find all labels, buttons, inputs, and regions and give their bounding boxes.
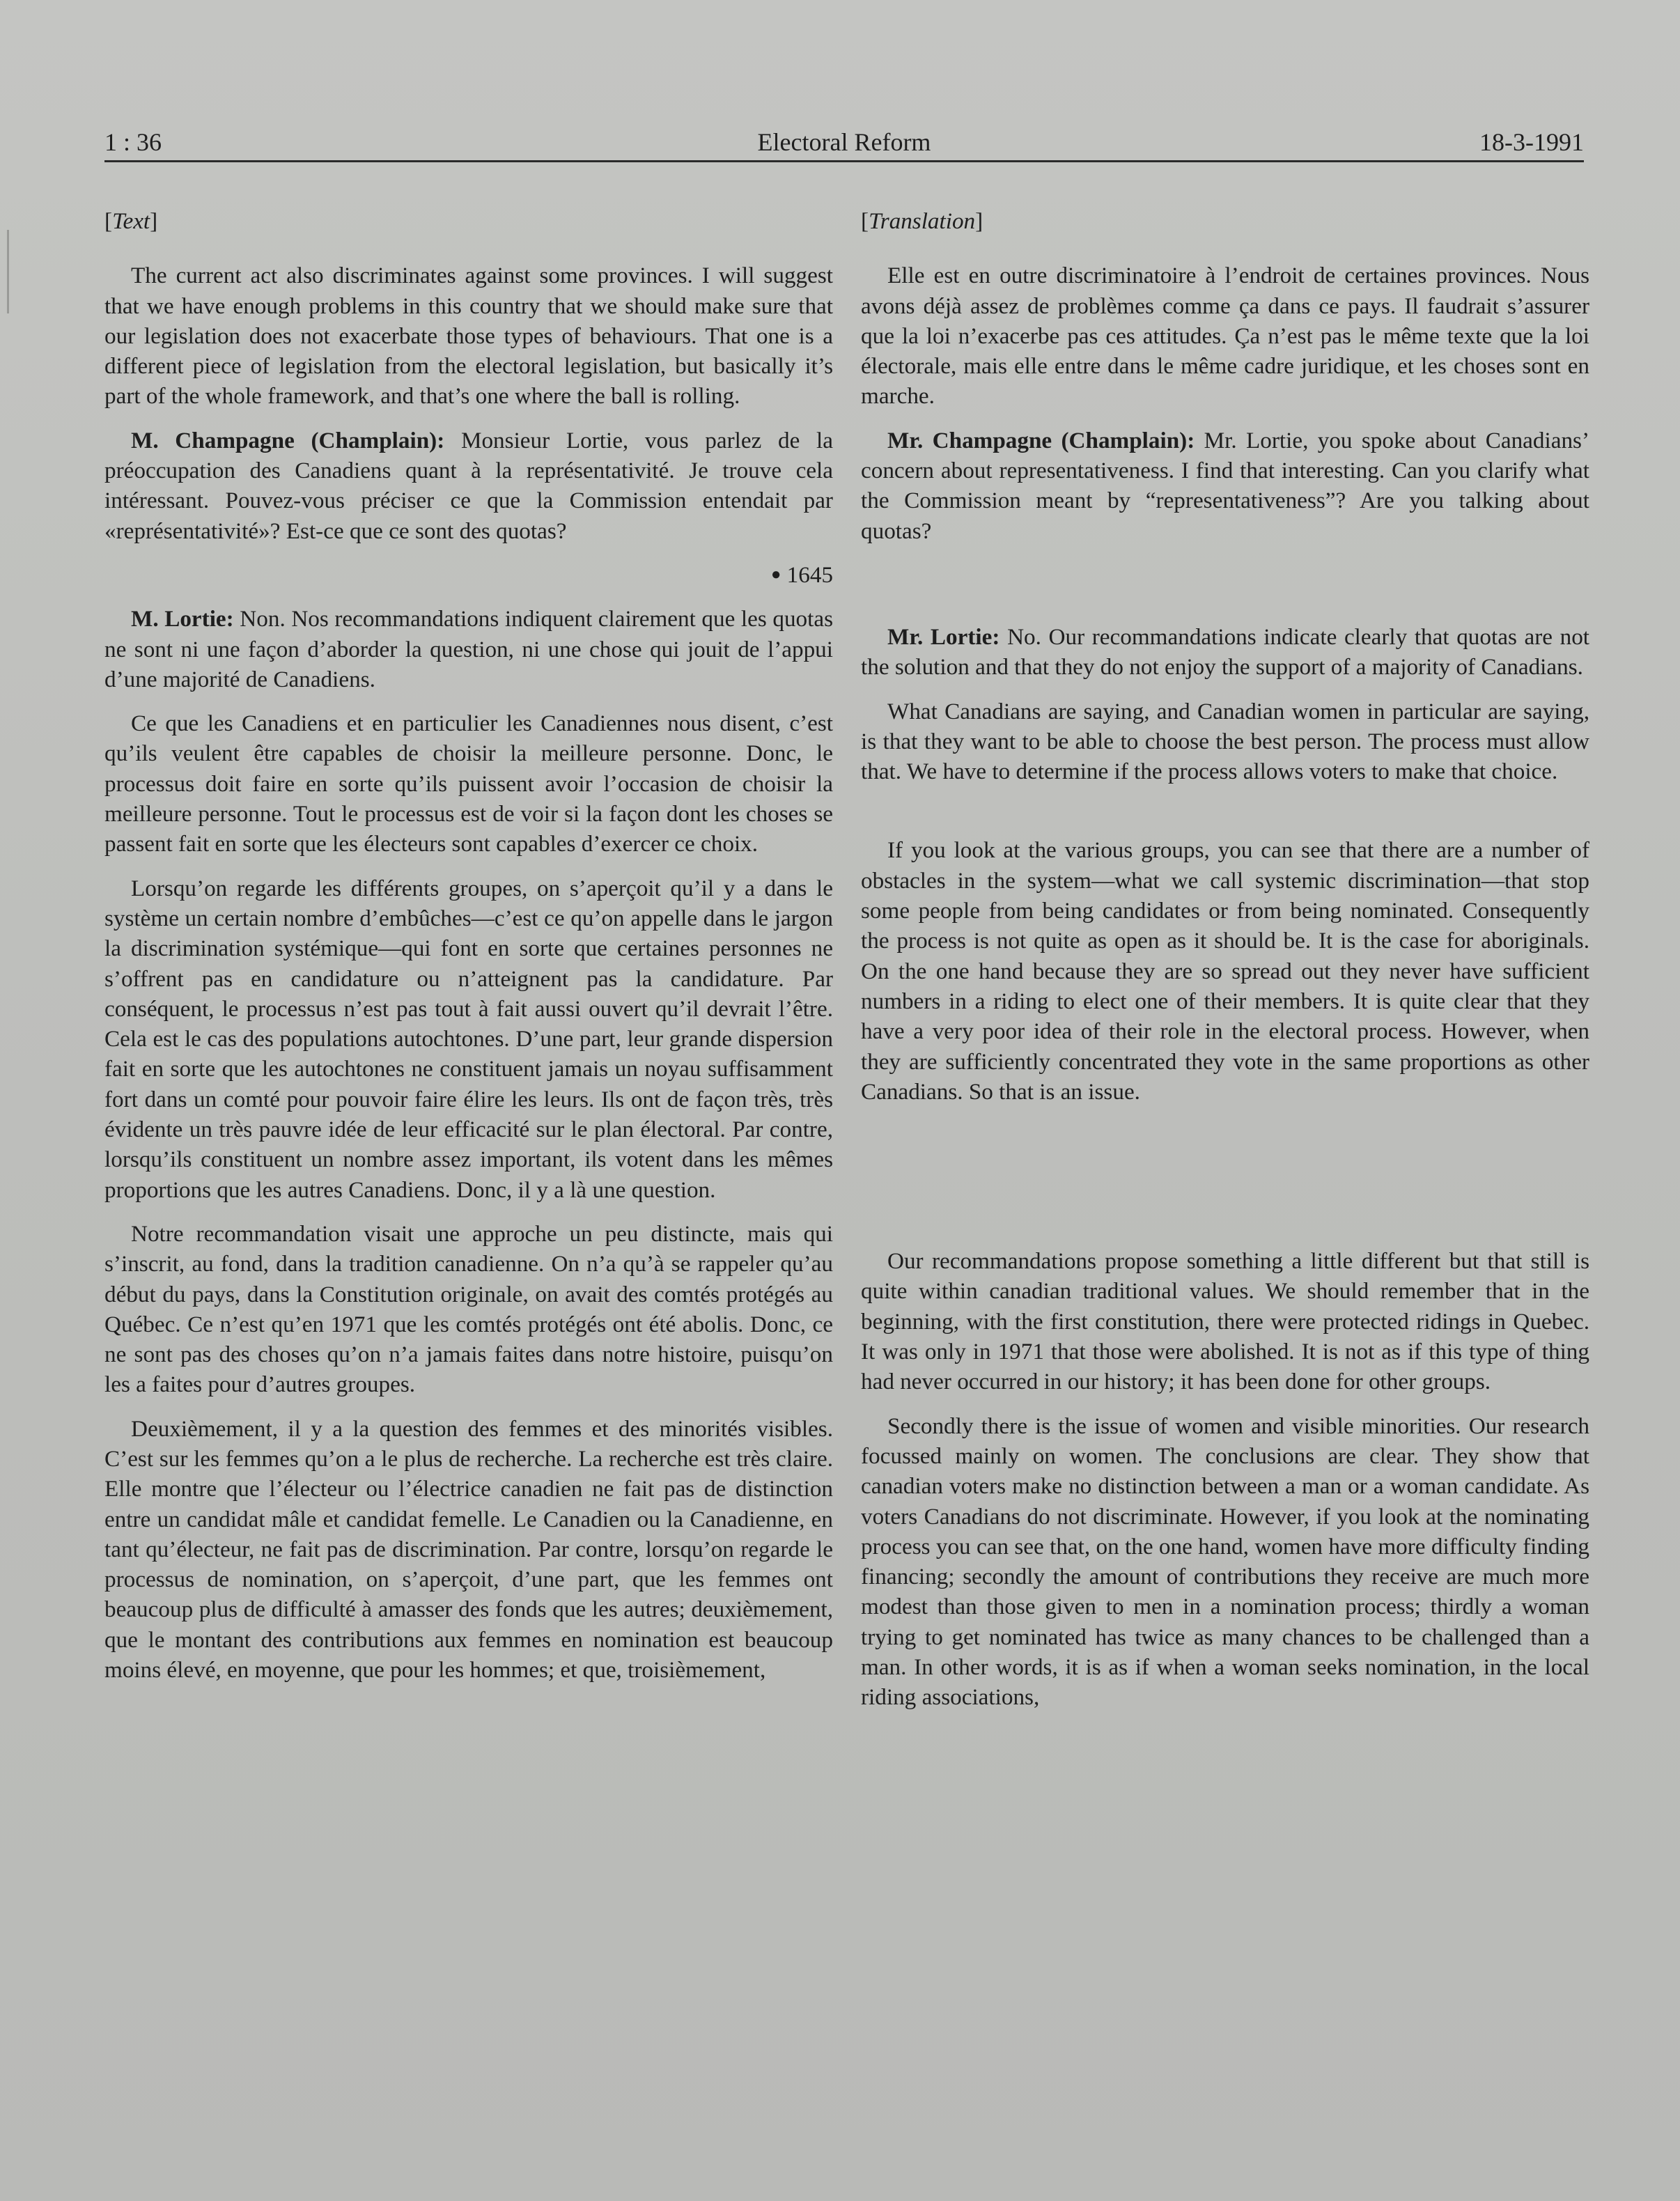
running-header — [104, 124, 1584, 160]
left-column-french — [104, 206, 833, 1699]
paragraph: Deuxièmement, il y a la question des femmes et des minorités visibles. C’est sur les femmes qu’on a le plus de recherche. La recherche est très claire. Elle montre que l’électeur ou l’électrice canadien ne fait pas de distinction entre un candidat mâle et candidat femelle. Le Canadien ou la Canadienne, en tant qu’électeur, ne fait pas de discrimination. Par contre, lorsqu’on regarde le processus de nomination, on s’aperçoit, d’une part, que les femmes ont beaucoup plus de difficulté à amasser des fonds que les autres; deuxièmement, que le montant des contributions aux femmes en nomination est beaucoup moins élevé, en moyenne, que pour les hommes; et que, troisièmement, — [104, 1415, 833, 1683]
paragraph: Our recommandations propose something a little different but that still is quite within canadian traditional values. We should remember that in the beginning, with the first constitution, there were protected ridings in Quebec. It was only in 1971 that those were abolished. It is not as if this type of thing had never occurred in our history; it has been done for other groups. — [861, 1248, 1589, 1395]
paragraph: Lorsqu’on regarde les différents groupes, on s’aperçoit qu’il y a dans le système un certain nombre d’embûches—c’est ce qu’on appelle dans le jargon la discrimination systémique—qui font en sorte que certaines personnes ne s’offrent pas en candidature ou n’atteignent pas la candidature. Par conséquent, le processus n’est pas tout à fait aussi ouvert qu’il devrait l’être. Cela est le cas des populations autochtones. D’une part, leur grande dispersion fait en sorte que les autochtones ne constituent jamais un noyau suffisamment fort dans un comté pour pouvoir faire élire les leurs. Ils ont de façon très, très évidente un très pauvre idée de leur efficacité sur le plan électoral. Par contre, lorsqu’ils constituent un nombre assez important, ils votent dans les mêmes proportions que les autres Canadiens. Donc, il y a là une question. — [104, 875, 833, 1203]
paragraph — [104, 604, 833, 694]
speech-text: No. Our recommandations indicate clearly that quotas are not the solution and that they do not enjoy the support of a majority of Canadians. — [861, 623, 1590, 680]
page-number: 1 : 36 — [104, 128, 162, 156]
column-tag-text: Translation — [869, 208, 976, 234]
paragraph — [861, 426, 1589, 546]
column-tag: [Text] — [104, 208, 158, 234]
header-rule — [104, 160, 1584, 162]
paragraph: If you look at the various groups, you can see that there are a number of obstacles in the system—what we call systemic discrimination—that stop some people from being candidates or from being nominated. Consequently the process is not quite as open as it should be. It is the case for aboriginals. On the one hand because they are so spread out they never have sufficient numbers in a riding to elect one of their members. It is quite clear that they have a very poor idea of their role in the electoral process. However, when they are sufficiently concentrated they vote in the same proportions as other Canadians. So that is an issue. — [861, 837, 1589, 1105]
paragraph: The current act also discriminates against some provinces. I will suggest that we have enough problems in this country that we should make sure that our legislation does not exacerbate those types of behaviours. That one is a different piece of legislation from the electoral legislation, but basically it’s part of the whole framework, and that’s one where the ball is rolling. — [104, 263, 833, 410]
speech-text: Monsieur Lortie, vous parlez de la préoccupation des Canadiens quant à la représentativité. Je trouve cela intéressant. Pouvez-vous préciser ce que la Commission entendait par «représentativité»? Est-ce que ce sont des quotas? — [104, 427, 834, 544]
speaker-name: M. Champagne (Champlain): — [131, 427, 445, 453]
spacer — [861, 560, 1589, 622]
spacer — [861, 1121, 1589, 1246]
speaker-name: Mr. Lortie: — [887, 623, 1000, 650]
header-date: 18-3-1991 — [1479, 128, 1584, 156]
paragraph: What Canadians are saying, and Canadian women in particular are saying, is that they want to be able to choose the best person. The process must allow that. We have to determine if the process allows voters to make that choice. — [861, 698, 1589, 785]
column-tag-text: Text — [112, 208, 150, 234]
page-edge-mark — [7, 230, 9, 313]
right-column-english — [861, 206, 1589, 1727]
speaker-name: M. Lortie: — [131, 606, 234, 632]
column-tag: [Translation] — [861, 208, 983, 234]
paragraph: Ce que les Canadiens et en particulier les Canadiennes nous disent, c’est qu’ils veulent être capables de choisir la meilleure personne. Donc, le processus doit faire en sorte qu’ils puissent avoir l’occasion de choisir la meilleure personne. Tout le processus est de voir si la façon dont les choses se passent fait en sorte que les électeurs sont capables d’exercer ce choix. — [104, 710, 833, 857]
time-marker-value: 1645 — [786, 561, 833, 588]
paragraph: Notre recommandation visait une approche un peu distincte, mais qui s’inscrit, au fond, dans la tradition canadienne. On n’a qu’à se rappeler qu’au début du pays, dans la Constitution originale, on avait des comtés protégés au Québec. Ce n’est qu’en 1971 que les comtés protégés ont été abolis. Donc, ce ne sont pas des choses qu’on n’a jamais faites dans notre histoire, puisqu’on les a faites pour d’autres groupes. — [104, 1220, 833, 1398]
speech-text: Mr. Lortie, you spoke about Canadians’ concern about representativeness. I find that interesting. Can you clarify what the Commission meant by “representativeness”? Are you talking about quotas? — [861, 427, 1590, 544]
paragraph — [861, 622, 1589, 683]
paragraph: Secondly there is the issue of women and visible minorities. Our research focussed mainly on women. The conclusions are clear. They show that canadian voters make no distinction between a man or a woman candidate. As voters Canadians do not discriminate. However, if you look at the nominating process you can see that, on the one hand, women have more difficulty finding financing; secondly the amount of contributions they receive are much more modest than those given to men in a nomination process; thirdly a woman trying to get nominated has twice as many chances to be challenged than a man. In other words, it is as if when a woman seeks nomination, in the local riding associations, — [861, 1413, 1589, 1711]
time-marker — [104, 560, 833, 590]
paragraph — [104, 426, 833, 546]
speaker-name: Mr. Champagne (Champlain): — [887, 427, 1195, 453]
paragraph: Elle est en outre discriminatoire à l’endroit de certaines provinces. Nous avons déjà assez de problèmes comme ça dans ce pays. Il faudrait s’assurer que la loi n’exacerbe pas ces attitudes. Ça n’est pas le même texte que la loi électorale, mais elle entre dans le même cadre juridique, et les choses sont en marche. — [861, 263, 1589, 410]
speech-text: Non. Nos recommandations indiquent clairement que les quotas ne sont ni une façon d’aborder la question, ni une chose qui jouit de l’appui d’une majorité de Canadiens. — [104, 606, 834, 692]
bullet-icon: ● — [770, 565, 781, 584]
header-title: Electoral Reform — [757, 128, 931, 156]
spacer — [861, 800, 1589, 835]
